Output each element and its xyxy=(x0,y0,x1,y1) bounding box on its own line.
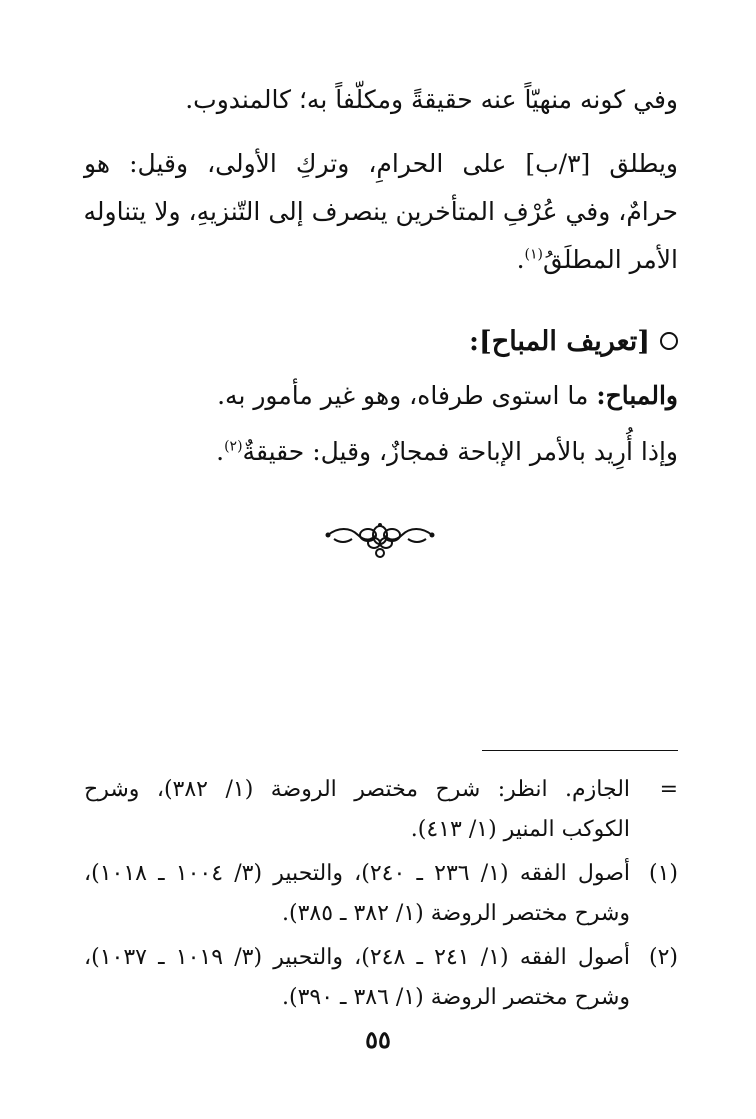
paragraph-2-period: . xyxy=(516,245,525,274)
section-line-2 xyxy=(216,432,678,472)
footnote-1-line-2 xyxy=(84,898,678,930)
footnote-continuation-line-1 xyxy=(84,774,678,806)
footnote-1-marker: (١) xyxy=(648,861,678,886)
footnote-2-marker: (٢) xyxy=(648,945,678,970)
body-line-1-text: وفي كونه منهيّاً عنه حقيقةً ومكلّفاً به؛ كالمندوب. xyxy=(185,85,678,114)
section-heading xyxy=(469,322,678,362)
footnote-1-text-2: وشرح مختصر الروضة (١/ ٣٨٢ ـ ٣٨٥). xyxy=(281,901,630,926)
footnote-2-line-1 xyxy=(84,942,678,974)
arabesque-ornament-icon xyxy=(324,513,436,563)
definition-term: والمباح: xyxy=(596,381,678,410)
footnote-1-text-1: أصول الفقه (١/ ٢٣٦ ـ ٢٤٠)، والتحبير (٣/ ١٠٠٤ ـ ١٠١٨)، xyxy=(84,861,631,886)
paragraph-2-line-3 xyxy=(517,240,678,280)
page-number: ٥٥ xyxy=(365,1025,391,1054)
definition-text: ما استوى طرفاه، وهو غير مأمور به. xyxy=(217,381,597,410)
paragraph-2-line-1 xyxy=(84,144,678,184)
paragraph-2-line-2 xyxy=(84,192,678,232)
paragraph-2-line-2-text: حرامٌ، وفي عُرْفِ المتأخرين ينصرف إلى التّنزيهِ، ولا يتناوله xyxy=(83,197,678,226)
footnote-continuation-text-1: الجازم. انظر: شرح مختصر الروضة (١/ ٣٨٢)، وشرح xyxy=(84,777,631,802)
footnote-1-line-1 xyxy=(84,858,678,890)
body-line-1 xyxy=(185,80,678,120)
paragraph-2-line-3-text: الأمر المطلَقُ xyxy=(543,245,678,274)
footnote-continuation-marker: = xyxy=(659,777,678,802)
footnote-continuation-line-2 xyxy=(84,814,678,846)
circle-bullet-icon xyxy=(660,332,678,350)
footnote-continuation-text-2: الكوكب المنير (١/ ٤١٣). xyxy=(410,817,630,842)
section-line-2-period: . xyxy=(216,437,225,466)
footnote-ref-1[interactable]: (١) xyxy=(524,246,543,263)
section-line-2-text: وإذا أُرِيد بالأمر الإباحة فمجازٌ، وقيل: حقيقةٌ xyxy=(242,437,678,466)
footnote-ref-2[interactable]: (٢) xyxy=(224,438,243,455)
footnote-2-text-1: أصول الفقه (١/ ٢٤١ ـ ٢٤٨)، والتحبير (٣/ ١٠١٩ ـ ١٠٣٧)، xyxy=(84,945,631,970)
footnote-separator xyxy=(482,750,678,751)
section-heading-text: [تعريف المباح]: xyxy=(469,326,650,357)
footnote-2-text-2: وشرح مختصر الروضة (١/ ٣٨٦ ـ ٣٩٠). xyxy=(281,985,630,1010)
footnote-2-line-2 xyxy=(84,982,678,1014)
paragraph-2-line-1-text: ويطلق [٣/ب] على الحرامِ، وتركِ الأولى، وقيل: هو xyxy=(84,149,678,178)
definition-line xyxy=(217,376,678,416)
